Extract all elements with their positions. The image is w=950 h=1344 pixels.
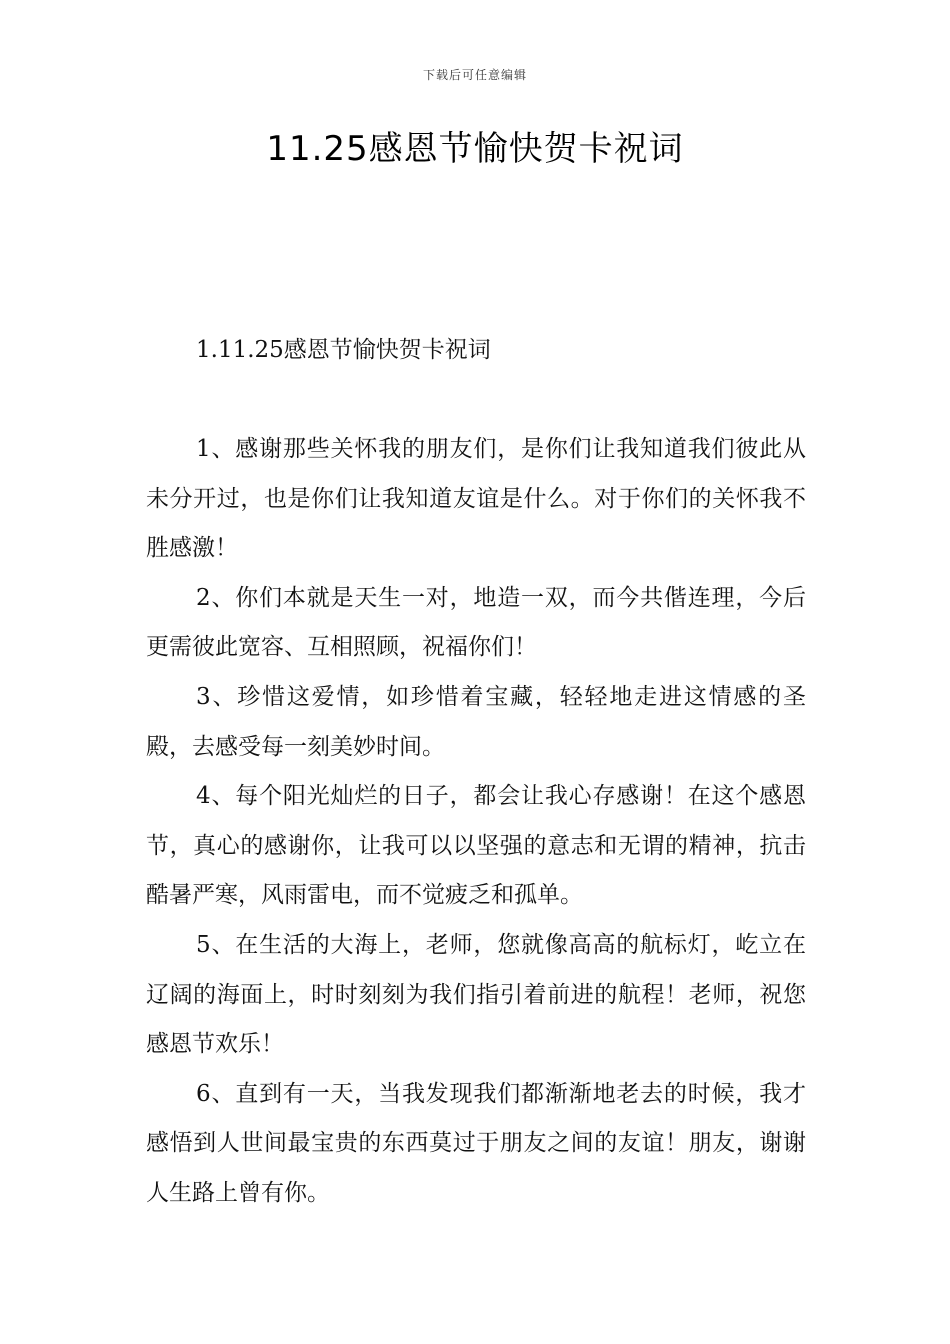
document-title: 11.25感恩节愉快贺卡祝词 [266,129,684,169]
paragraph-2: 2、你们本就是天生一对，地造一双，而今共偕连理，今后更需彼此宽容、互相照顾，祝福你们！ [146,584,806,661]
paragraph-6: 6、直到有一天，当我发现我们都渐渐地老去的时候，我才感悟到人世间最宝贵的东西莫过于朋友之间的友谊！朋友，谢谢人生路上曾有你。 [146,1080,806,1206]
paragraph-5: 5、在生活的大海上，老师，您就像高高的航标灯，屹立在辽阔的海面上，时时刻刻为我们指引着前进的航程！老师，祝您感恩节欢乐！ [146,931,806,1058]
header-note: 下载后可任意编辑 [422,68,527,82]
section-heading: 1.11.25感恩节愉快贺卡祝词 [196,337,491,363]
paragraph-4: 4、每个阳光灿烂的日子，都会让我心存感谢！在这个感恩节，真心的感谢你，让我可以以坚强的意志和无谓的精神，抗击酷暑严寒，风雨雷电，而不觉疲乏和孤单。 [146,783,806,909]
paragraph-1: 1、感谢那些关怀我的朋友们，是你们让我知道我们彼此从未分开过，也是你们让我知道友谊是什么。对于你们的关怀我不胜感激！ [146,436,806,562]
body-text [146,425,806,1219]
paragraph-3: 3、珍惜这爱情，如珍惜着宝藏，轻轻地走进这情感的圣殿，去感受每一刻美妙时间。 [146,683,806,760]
